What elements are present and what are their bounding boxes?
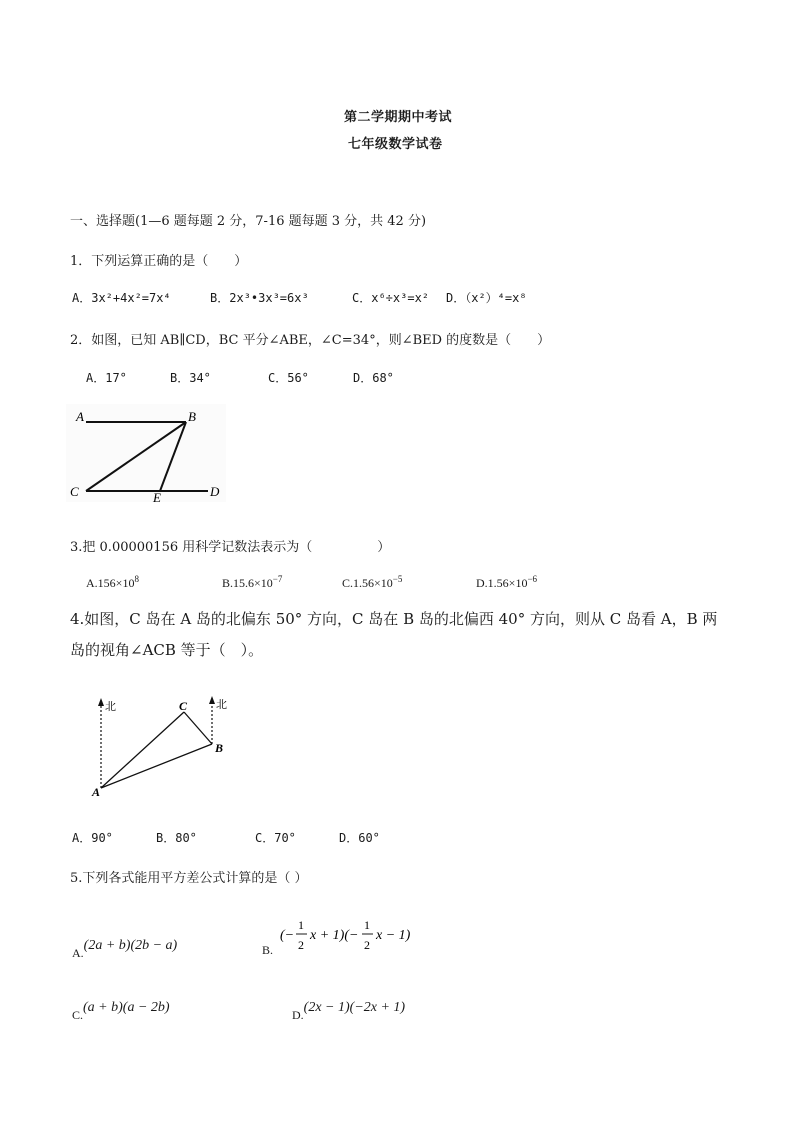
label-c: C: [70, 484, 79, 499]
q2-option-d: D．68°: [353, 371, 394, 385]
q3-option-b: $B.15.6\times 10^{-7}$: [222, 574, 283, 590]
question-5-stem: 5.下列各式能用平方差公式计算的是（ ）: [70, 871, 308, 886]
svg-text:2: 2: [298, 938, 304, 952]
q3-option-d: $D.1.56\times 10^{-6}$: [476, 574, 538, 590]
label-a: A: [76, 409, 84, 424]
svg-text:1: 1: [364, 918, 370, 932]
svg-text:x − 1): x − 1): [376, 928, 411, 943]
q5-option-c-label: C.: [72, 1008, 84, 1022]
q1-option-b: B．2x³•3x³=6x³: [210, 291, 309, 305]
label-b: B: [215, 741, 224, 755]
q5-option-a-expr: (2a + b)(2b − a): [83, 938, 178, 953]
question-3-stem: 3.把 0.00000156 用科学记数法表示为（ ）: [70, 540, 391, 555]
svg-text:(−: (−: [280, 928, 295, 943]
north-arrow-b: [209, 696, 215, 704]
question-4-stem-line1: 4.如图，C 岛在 A 岛的北偏东 50° 方向，C 岛在 B 岛的北偏西 40° 方向，则从 C 岛看 A，B 两: [70, 610, 718, 628]
segment-ab: [101, 744, 212, 788]
q5-option-a-label: A.: [72, 946, 84, 960]
section-heading: 一、选择题(1—6 题每题 2 分，7-16 题每题 3 分，共 42 分): [70, 214, 427, 229]
q4-option-d: D．60°: [339, 831, 380, 845]
q3-option-a: $A.156\times 10^8$: [86, 574, 139, 590]
label-a: A: [92, 785, 101, 799]
q2-option-a: A．17°: [86, 371, 127, 385]
q2-geometry-figure: [66, 404, 226, 502]
q3-option-c: $C.1.56\times 10^{-5}$: [342, 574, 403, 590]
q4-option-c: C．70°: [255, 831, 296, 845]
label-d: D: [210, 484, 220, 499]
segment-ac: [101, 712, 184, 788]
north-label-a: 北: [105, 701, 116, 713]
segment-cb: [184, 712, 212, 744]
exam-title: 第二学期期中考试: [344, 110, 453, 125]
north-arrow-a: [98, 698, 104, 706]
north-label-b: 北: [216, 699, 227, 711]
svg-text:2: 2: [364, 938, 370, 952]
svg-text:x + 1)(−: x + 1)(−: [310, 928, 359, 943]
q5-option-b-expr: [280, 915, 420, 957]
q5-option-c: [72, 996, 170, 1022]
q5-option-a: [72, 934, 178, 960]
q5-option-d: [292, 996, 406, 1022]
label-e: E: [153, 490, 161, 502]
q5-option-b-label: B.: [262, 943, 274, 957]
question-2-stem: 2．如图，已知 AB∥CD，BC 平分∠ABE，∠C=34°，则∠BED 的度数是（ ）: [70, 333, 551, 348]
q5-option-c-expr: (a + b)(a − 2b): [83, 1000, 170, 1015]
q2-option-b: B．34°: [170, 371, 211, 385]
q4-bearing-figure: [88, 692, 238, 800]
q4-option-a: A．90°: [72, 831, 113, 845]
q1-option-d: D．（x²）⁴=x⁸: [446, 291, 527, 305]
q1-option-c: C．x⁶÷x³=x²: [352, 291, 430, 305]
exam-subtitle: 七年级数学试卷: [348, 137, 443, 152]
question-1-stem: 1．下列运算正确的是（ ）: [70, 254, 248, 269]
svg-text:1: 1: [298, 918, 304, 932]
q2-option-c: C．56°: [268, 371, 309, 385]
label-b: B: [188, 409, 196, 424]
q5-option-d-label: D.: [292, 1008, 304, 1022]
q5-option-d-expr: (2x − 1)(−2x + 1): [303, 1000, 406, 1015]
q4-option-b: B．80°: [156, 831, 197, 845]
q1-option-a: A．3x²+4x²=7x⁴: [72, 291, 171, 305]
label-c: C: [179, 699, 188, 713]
question-4-stem-line2: 岛的视角∠ACB 等于（ ）。: [70, 641, 264, 659]
